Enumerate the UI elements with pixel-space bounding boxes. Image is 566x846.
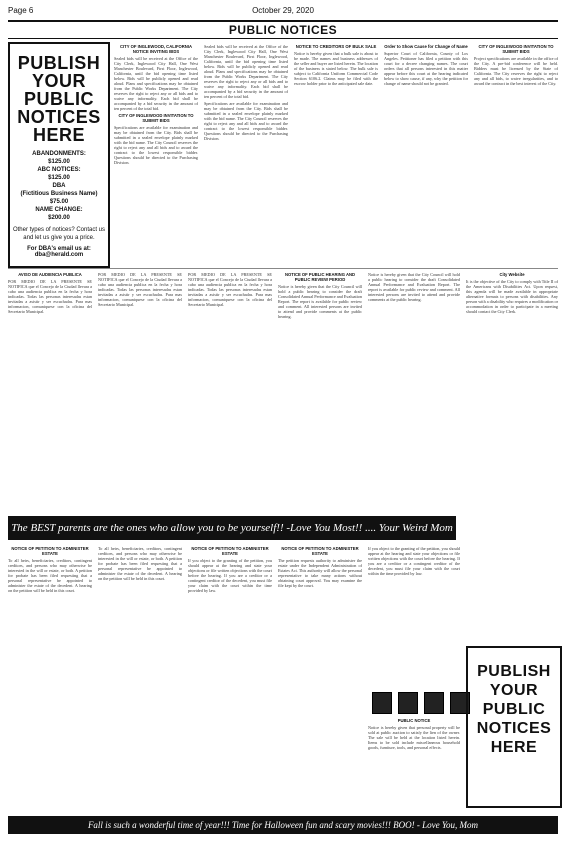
notice-title: AVISO DE AUDIENCIA PUBLICA: [18, 272, 82, 277]
notice-body: Sealed bids will be received at the Office of the City Clerk, Inglewood City Hall, One West Manchester Boulevard, First Floor, Inglewood, California, until the bid opening time listed below. Bids will be publicly opened and read aloud. Plans and specifications may be obtained from the Public Works Department. The City reserves the right to reject any or all bids and to waive any informality. Each bid shall be accompanied by a bid security in the amount of ten percent of the total bid.: [204, 44, 288, 99]
publish-ad-bottom: [466, 646, 562, 808]
notice-column-15: [278, 546, 362, 806]
notice-title: PUBLIC NOTICE: [397, 718, 431, 723]
ad-contact: Other types of notices? Contact us and let us give you a price.: [12, 227, 106, 241]
notice-body: Project specifications are available in the office of the City. A pre-bid conference will be held. Bidders must be licensed by the State of California. The City reserves the right to reject any and all bids, to waive irregularities, and to award the contract in the best interest of the City.: [474, 56, 558, 86]
notice-column-17: [368, 718, 460, 806]
notice-title: CITY OF INGLEWOOD INVITATION TO SUBMIT BIDS: [478, 44, 554, 54]
notice-title: City Website: [499, 272, 525, 277]
notice-column-5: [474, 44, 558, 264]
notice-body: Notice is hereby given that the City Council will hold a public hearing to consider the draft Consolidated Annual Performance and Evaluation Report. The report is available for public review and comment. All interested persons are invited to attend and provide comments at the public hearing.: [278, 284, 362, 319]
notice-body: To all heirs, beneficiaries, creditors, contingent creditors, and persons who may otherwise be interested in the will or estate, or both. A petition for probate has been filed requesting that a personal representative be appointed to administer the estate of the decedent. A hearing on the petition will be held in this court.: [8, 558, 92, 593]
notice-title: NOTICE OF PETITION TO ADMINISTER ESTATE: [281, 546, 359, 556]
column-divider: [8, 268, 558, 269]
notice-body: It is the objective of the City to comply with Title II of the Americans with Disabilities Act. Upon request, this agenda will be made available in appropriate alternative formats to persons with disabilities. Any person with a disability who requires a modification or accommodation in order to participate in a meeting should contact the City Clerk.: [466, 279, 558, 314]
notice-column-9: [278, 272, 362, 512]
box-icon: [424, 692, 444, 714]
notice-title: NOTICE OF PETITION TO ADMINISTER ESTATE: [11, 546, 89, 556]
notice-column-4: [384, 44, 468, 264]
notice-column-14: [188, 546, 272, 806]
notice-body: Specifications are available for examination and may be obtained from the City. Bids shall be submitted in a sealed envelope plainly marked with the bid name. The City Council reserves the right to reject any and all bids and to award the contract to the lowest responsible bidder. Questions should be directed to the Purchasing Division.: [114, 125, 198, 165]
notice-column-6: [8, 272, 92, 512]
notice-body: POR MEDIO DE LA PRESENTE SE NOTIFICA que el Concejo de la Ciudad llevara a cabo una audiencia publica en la fecha y hora indicadas. Todas las personas interesadas estan invitadas a asistir y ser escuchadas. Para mas informacion, comuniquese con la oficina del Secretario Municipal.: [98, 272, 182, 307]
notice-column-2: [204, 44, 288, 264]
decorative-icons: [372, 692, 470, 714]
notice-column-11: [466, 272, 558, 642]
notice-title: CITY OF INGLEWOOD, CALIFORNIA NOTICE INVITING BIDS: [119, 44, 193, 54]
ad-rates: ABANDONMENTS: $125.00 ABC NOTICES: $125.00 DBA (Fictitious Business Name) $75.00 NAME CHANGE: $200.00: [20, 151, 98, 221]
notice-body: POR MEDIO DE LA PRESENTE SE NOTIFICA que el Concejo de la Ciudad llevara a cabo una audiencia publica en la fecha y hora indicadas. Todas las personas interesadas estan invitadas a asistir y ser escuchadas. Para mas informacion, comuniquese con la oficina del Secretario Municipal.: [8, 279, 92, 314]
notice-title: NOTICE TO CREDITORS OF BULK SALE: [295, 44, 377, 49]
notice-body: Notice is hereby given that personal property will be sold at public auction to satisfy the lien of the owner. The sale will be held at the location listed herein. Items to be sold include miscellaneous household goods, furniture, tools, and personal effects.: [368, 725, 460, 750]
notice-body: Sealed bids will be received at the Office of the City Clerk, Inglewood City Hall, One West Manchester Boulevard, First Floor, Inglewood, California, until the bid opening time listed below. Bids will be publicly opened and read aloud. Plans and specifications may be obtained from the Public Works Department. The City reserves the right to reject any or all bids and to waive any informality. Each bid shall be accompanied by a bid security in the amount of ten percent of the total bid.: [114, 56, 198, 111]
notice-body: Notice is hereby given that the City Council will hold a public hearing to consider the draft Consolidated Annual Performance and Evaluation Report. The report is available for public review and comment. All interested persons are invited to attend and provide comments at the public hearing.: [368, 272, 460, 302]
notice-body: Notice is hereby given that a bulk sale is about to be made. The names and business addresses of the seller and buyer are listed herein. The location of the business is stated below. The bulk sale is subject to California Uniform Commercial Code Section 6106.2. Claims may be filed with the escrow holder prior to the anticipated sale date.: [294, 51, 378, 86]
section-title: PUBLIC NOTICES: [8, 20, 558, 39]
notice-title: NOTICE OF PUBLIC HEARING AND PUBLIC REVIEW PERIOD: [284, 272, 356, 282]
notice-column-16: [368, 546, 460, 686]
publish-ad-top: [8, 42, 110, 268]
notice-body: POR MEDIO DE LA PRESENTE SE NOTIFICA que el Concejo de la Ciudad llevara a cabo una audiencia publica en la fecha y hora indicadas. Todas las personas interesadas estan invitadas a asistir y ser escuchadas. Para mas informacion, comuniquese con la oficina del Secretario Municipal.: [188, 272, 272, 307]
issue-date: October 29, 2020: [252, 6, 314, 15]
ad-site: For DBA's email us at: dba@herald.com: [27, 246, 91, 258]
notice-body: To all heirs, beneficiaries, creditors, contingent creditors, and persons who may otherwise be interested in the will or estate, or both. A petition for probate has been filed requesting that a personal representative be appointed to administer the estate of the decedent. A hearing on the petition will be held in this court.: [98, 546, 182, 581]
box-icon: [372, 692, 392, 714]
ad-headline: PUBLISH YOUR PUBLIC NOTICES HERE: [476, 663, 552, 756]
notice-column-8: [188, 272, 272, 512]
notice-title: NOTICE OF PETITION TO ADMINISTER ESTATE: [191, 546, 269, 556]
notice-body: If you object to the granting of the petition, you should appear at the hearing and state your objections or file written objections with the court before the hearing. If you are a creditor or a contingent creditor of the decedent, you must file your claim with the court within the time provided by law.: [368, 546, 460, 576]
seasonal-message-banner: Fall is such a wonderful time of year!!! Time for Halloween fun and scary movies!!! BOO! - Love You, Mom: [8, 816, 558, 834]
notice-column-7: [98, 272, 182, 512]
notice-body: The petition requests authority to administer the estate under the Independent Administration of Estates Act. This authority will allow the personal representative to take many actions without obtaining court approval. You may examine the file kept by the court.: [278, 558, 362, 588]
notice-column-10: [368, 272, 460, 512]
notice-title: CITY OF INGLEWOOD INVITATION TO SUBMIT BIDS: [118, 113, 194, 123]
notice-column-1: [114, 44, 198, 264]
notice-column-3: [294, 44, 378, 264]
ad-headline: PUBLISH YOUR PUBLIC NOTICES HERE: [17, 53, 101, 145]
box-icon: [398, 692, 418, 714]
notice-title: Order to Show Cause for Change of Name: [384, 44, 468, 49]
notice-body: If you object to the granting of the petition, you should appear at the hearing and state your objections or file written objections with the court before the hearing. If you are a creditor or a contingent creditor of the decedent, you must file your claim with the court within the time provided by law.: [188, 558, 272, 593]
page-header: [8, 6, 558, 18]
notice-column-13: [98, 546, 182, 806]
notice-column-12: [8, 546, 92, 806]
notice-body: Specifications are available for examination and may be obtained from the City. Bids shall be submitted in a sealed envelope plainly marked with the bid name. The City Council reserves the right to reject any and all bids and to award the contract to the lowest responsible bidder. Questions should be directed to the Purchasing Division.: [204, 101, 288, 141]
page-number: Page 6: [8, 6, 34, 15]
personal-message-banner: The BEST parents are the ones who allow you to be yourself!! -Love You Most!! .... Your Weird Mom: [8, 516, 456, 540]
notice-body: Superior Court of California, County of Los Angeles. Petitioner has filed a petition with this court for a decree changing names. The court orders that all persons interested in this matter appear before this court at the hearing indicated below to show cause, if any, why the petition for change of name should not be granted.: [384, 51, 468, 86]
